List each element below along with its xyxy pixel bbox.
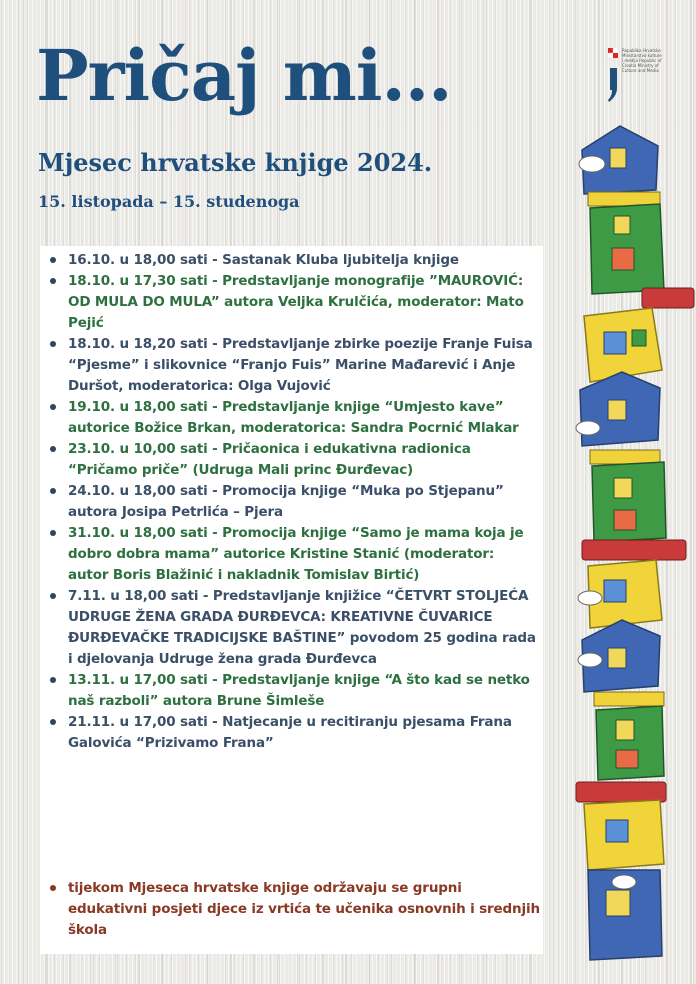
event-text: 16.10. u 18,00 sati - Sastanak Kluba ljubitelja knjige <box>68 252 459 268</box>
page-title: Pričaj mi... <box>36 34 452 117</box>
page-subtitle: Mjesec hrvatske knjige 2024. <box>38 148 433 177</box>
event-text: 31.10. u 18,00 sati - Promocija knjige “Samo je mama koja je dobro dobra mama” autorice Kristine Stanić (moderator: autor Boris Blažinić i nakladnik Tomislav Birtić) <box>68 525 524 583</box>
list-item <box>40 523 543 586</box>
list-item <box>40 439 543 481</box>
event-text: 18.10. u 17,30 sati - Predstavljanje monografije ”MAUROVIĆ: OD MULA DO MULA” autora Veljka Krulčića, moderator: Mato Pejić <box>68 273 524 331</box>
book-house-2 <box>590 204 694 308</box>
book-house-1 <box>579 126 660 206</box>
book-house-9 <box>584 800 664 870</box>
bullet-icon <box>50 257 56 263</box>
event-text: 23.10. u 10,00 sati - Pričaonica i edukativna radionica “Pričamo priče” (Udruga Mali princ Đurđevac) <box>68 441 471 478</box>
list-item <box>40 670 543 712</box>
bullet-icon <box>50 530 56 536</box>
bullet-icon <box>50 719 56 725</box>
event-text: 21.11. u 17,00 sati - Natjecanje u recitiranju pjesama Frana Galovića “Prizivamo Frana” <box>68 714 512 751</box>
book-house-tower-illustration <box>560 120 696 984</box>
events-list <box>40 246 543 754</box>
book-house-10 <box>588 870 662 960</box>
book-house-3 <box>584 308 662 382</box>
bullet-icon <box>50 488 56 494</box>
list-item <box>40 397 543 439</box>
event-text: 7.11. u 18,00 sati - Predstavljanje knjižice “ČETVRT STOLJEĆA UDRUGE ŽENA GRADA ĐURĐEVCA: KREATIVNE ČUVARICE ĐURĐEVAČKE TRADICIJSKE BAŠTINE” povodom 25 godina rada i djelovanja Udruge žena grada Đurđevca <box>68 588 536 667</box>
bullet-icon <box>50 677 56 683</box>
book-house-5 <box>582 462 686 560</box>
list-item <box>40 481 543 523</box>
event-text: 19.10. u 18,00 sati - Predstavljanje knjige “Umjesto kave” autorice Božice Brkan, moderatorica: Sandra Pocrnić Mlakar <box>68 399 519 436</box>
ministry-logo <box>606 46 664 106</box>
list-item <box>40 334 543 397</box>
list-item <box>40 250 543 271</box>
event-text: 18.10. u 18,20 sati - Predstavljanje zbirke poezije Franje Fuisa “Pjesme” i slikovnice “Franjo Fuis” Marine Mađarević i Anje Duršot, moderatorica: Olga Vujović <box>68 336 533 394</box>
bullet-icon <box>50 446 56 452</box>
bullet-icon <box>50 404 56 410</box>
list-item <box>40 586 543 670</box>
note-text: tijekom Mjeseca hrvatske knjige održavaju se grupni edukativni posjeti djece iz vrtića te učenika osnovnih i srednjih škola <box>68 880 540 938</box>
visits-note <box>40 878 540 941</box>
book-house-6 <box>578 560 662 628</box>
ministry-name: Republika Hrvatska Ministarstvo kulture i medija Republic of Croatia Ministry of Culture and Media <box>622 48 662 73</box>
book-house-8 <box>576 706 666 802</box>
date-range: 15. listopada – 15. studenoga <box>38 192 300 211</box>
list-item <box>40 271 543 334</box>
event-text: 24.10. u 18,00 sati - Promocija knjige “Muka po Stjepanu” autora Josipa Petrlića – Pjera <box>68 483 504 520</box>
ministry-emblem-icon <box>606 46 620 106</box>
event-text: 13.11. u 17,00 sati - Predstavljanje knjige “A što kad se netko naš razboli” autora Brune Šimleše <box>68 672 530 709</box>
bullet-icon <box>50 278 56 284</box>
list-item <box>40 712 543 754</box>
bullet-icon <box>50 341 56 347</box>
bullet-icon <box>50 885 56 891</box>
book-house-4 <box>576 372 660 464</box>
bullet-icon <box>50 593 56 599</box>
events-panel <box>40 246 543 954</box>
book-house-7 <box>578 620 664 706</box>
